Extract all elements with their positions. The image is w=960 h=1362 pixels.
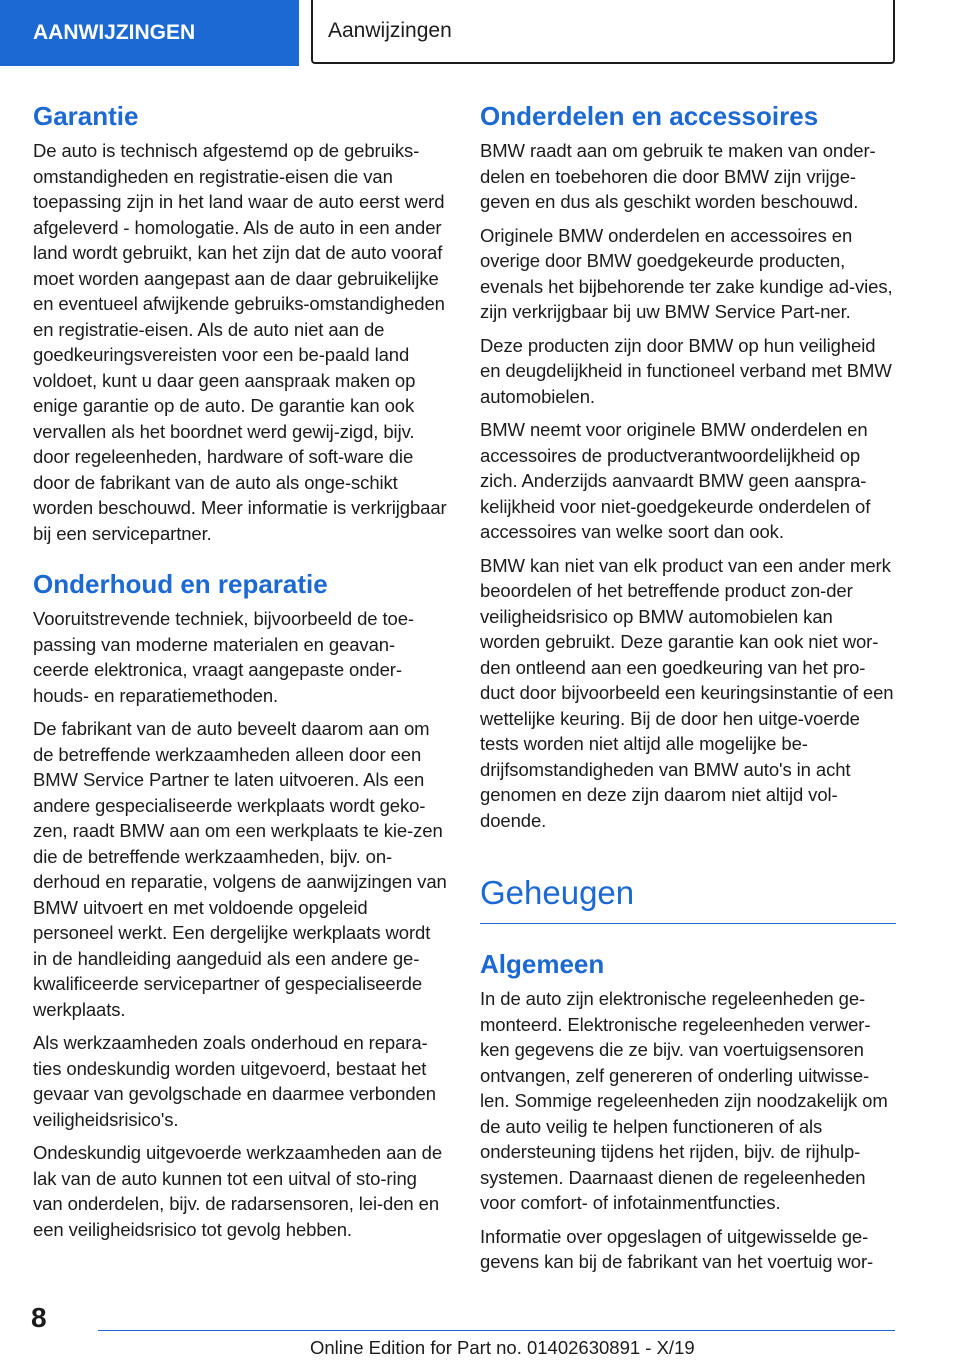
- heading-onderdelen: Onderdelen en accessoires: [480, 101, 819, 131]
- heading-algemeen: Algemeen: [480, 949, 605, 979]
- paragraph: BMW neemt voor originele BMW onderdelen en accessoires de productverantwoordelijkheid op zich. Anderzijds aanvaardt BMW geen aanspra-kelijkheid voor niet-goedgekeurde onderdelen of accessoires van welke soort dan ook.: [480, 419, 871, 542]
- paragraph: Informatie over opgeslagen of uitgewisselde ge-gevens kan bij de fabrikant van het voertuig wor-: [480, 1225, 874, 1272]
- chapter-heading-geheugen: Geheugen: [480, 871, 896, 924]
- page-number: 8: [31, 1302, 47, 1333]
- paragraph: Vooruitstrevende techniek, bijvoorbeeld de toe-passing van moderne materialen en geavan-ceerde elektronica, vraagt aangepaste onder-houds- en reparatiemethoden.: [33, 608, 414, 706]
- paragraph: Ondeskundig uitgevoerde werkzaamheden aan de lak van de auto kunnen tot een uitval of sto-ring van onderdelen, bijv. de radarsensoren, lei-den en een veiligheidsrisico tot gevolg hebben.: [33, 1142, 443, 1240]
- heading-onderhoud: Onderhoud en reparatie: [33, 569, 328, 599]
- footer-edition-text: Online Edition for Part no. 01402630891 - X/19: [310, 1337, 695, 1358]
- paragraph: BMW raadt aan om gebruik te maken van onder-delen en toebehoren die door BMW zijn vrijge-geven en dus als geschikt worden beschouwd.: [480, 140, 876, 212]
- paragraph: Originele BMW onderdelen en accessoires en overige door BMW goedgekeurde producten, evenals het bijbehorende ter zake kundige ad-vies, zijn verkrijgbaar bij uw BMW Service Part-ner.: [480, 224, 893, 322]
- paragraph: Als werkzaamheden zoals onderhoud en repara-ties ondeskundig worden uitgevoerd, bestaat het gevaar van gevolgschade en daarmee verbonden veiligheidsrisico's.: [33, 1032, 436, 1130]
- paragraph: Deze producten zijn door BMW op hun veiligheid en deugdelijkheid in functioneel verband met BMW automobielen.: [480, 334, 892, 407]
- footer-divider: [98, 1330, 895, 1331]
- paragraph: De auto is technisch afgestemd op de gebruiks-omstandigheden en registratie-eisen die van toepassing zijn in het land waar de auto eerst werd afgeleverd - homologatie. Als de auto in een ander land wordt gebruikt, kan het zijn dat de auto vooraf moet worden aangepast aan de daar gebruikelijke en eventueel afwijkende gebruiks-omstandigheden en registratie-eisen. Als de auto niet aan de goedkeuringsvereisten voor een be-paald land voldoet, kunt u daar geen aanspraak maken op enige garantie op de auto. De garantie kan ook vervallen als het boordnet werd gewij-zigd, bijv. door regeleenheden, hardware of soft-ware die door de fabrikant van de auto als onge-schikt worden beschouwd. Meer informatie is verkrijgbaar bij een servicepartner.: [33, 140, 447, 544]
- paragraph: BMW kan niet van elk product van een ander merk beoordelen of het betreffende product zon-der veiligheidsrisico op BMW automobielen kan worden gebruikt. Deze garantie kan ook niet wor-den ontleend aan een goedkeuring van het pro-duct door bijvoorbeeld een keuringsinstantie of een wettelijke keuring. Bij de door hen uitge-voerde tests worden niet altijd alle mogelijke be-drijfsomstandigheden van BMW auto's in acht genomen en deze zijn daarom niet altijd vol-doende.: [480, 554, 894, 831]
- left-column: [33, 100, 449, 1250]
- paragraph: In de auto zijn elektronische regeleenheden ge-monteerd. Elektronische regeleenheden verwer-ken gegevens die ze bijv. van voertuigsensoren ontvangen, zelf genereren of onderling uitwisse-len. Sommige regeleenheden zijn noodzakelijk om de auto veilig te helpen functioneren of als ondersteuning tijdens het rijden, bijv. de rijhulp-systemen. Daarnaast dienen de regeleenheden voor comfort- of infotainmentfuncties.: [480, 988, 888, 1213]
- section-tab[interactable]: AANWIJZINGEN: [0, 0, 299, 66]
- header-title: Aanwijzingen: [311, 0, 895, 64]
- paragraph: De fabrikant van de auto beveelt daarom aan om de betreffende werkzaamheden alleen door een BMW Service Partner te laten uitvoeren. Als een andere gespecialiseerde werkplaats wordt geko-zen, raadt BMW aan om een werkplaats te kie-zen die de betreffende werkzaamheden, bijv. on-derhoud en reparatie, volgens de aanwijzingen van BMW uitvoert en met voldoende opgeleid personeel werkt. Een dergelijke werkplaats wordt in de handleiding aangeduid als een andere ge-kwalificeerde servicepartner of gespecialiseerde werkplaats.: [33, 718, 447, 1020]
- page-header: [0, 0, 960, 66]
- heading-garantie: Garantie: [33, 101, 139, 131]
- right-column: [480, 100, 896, 1283]
